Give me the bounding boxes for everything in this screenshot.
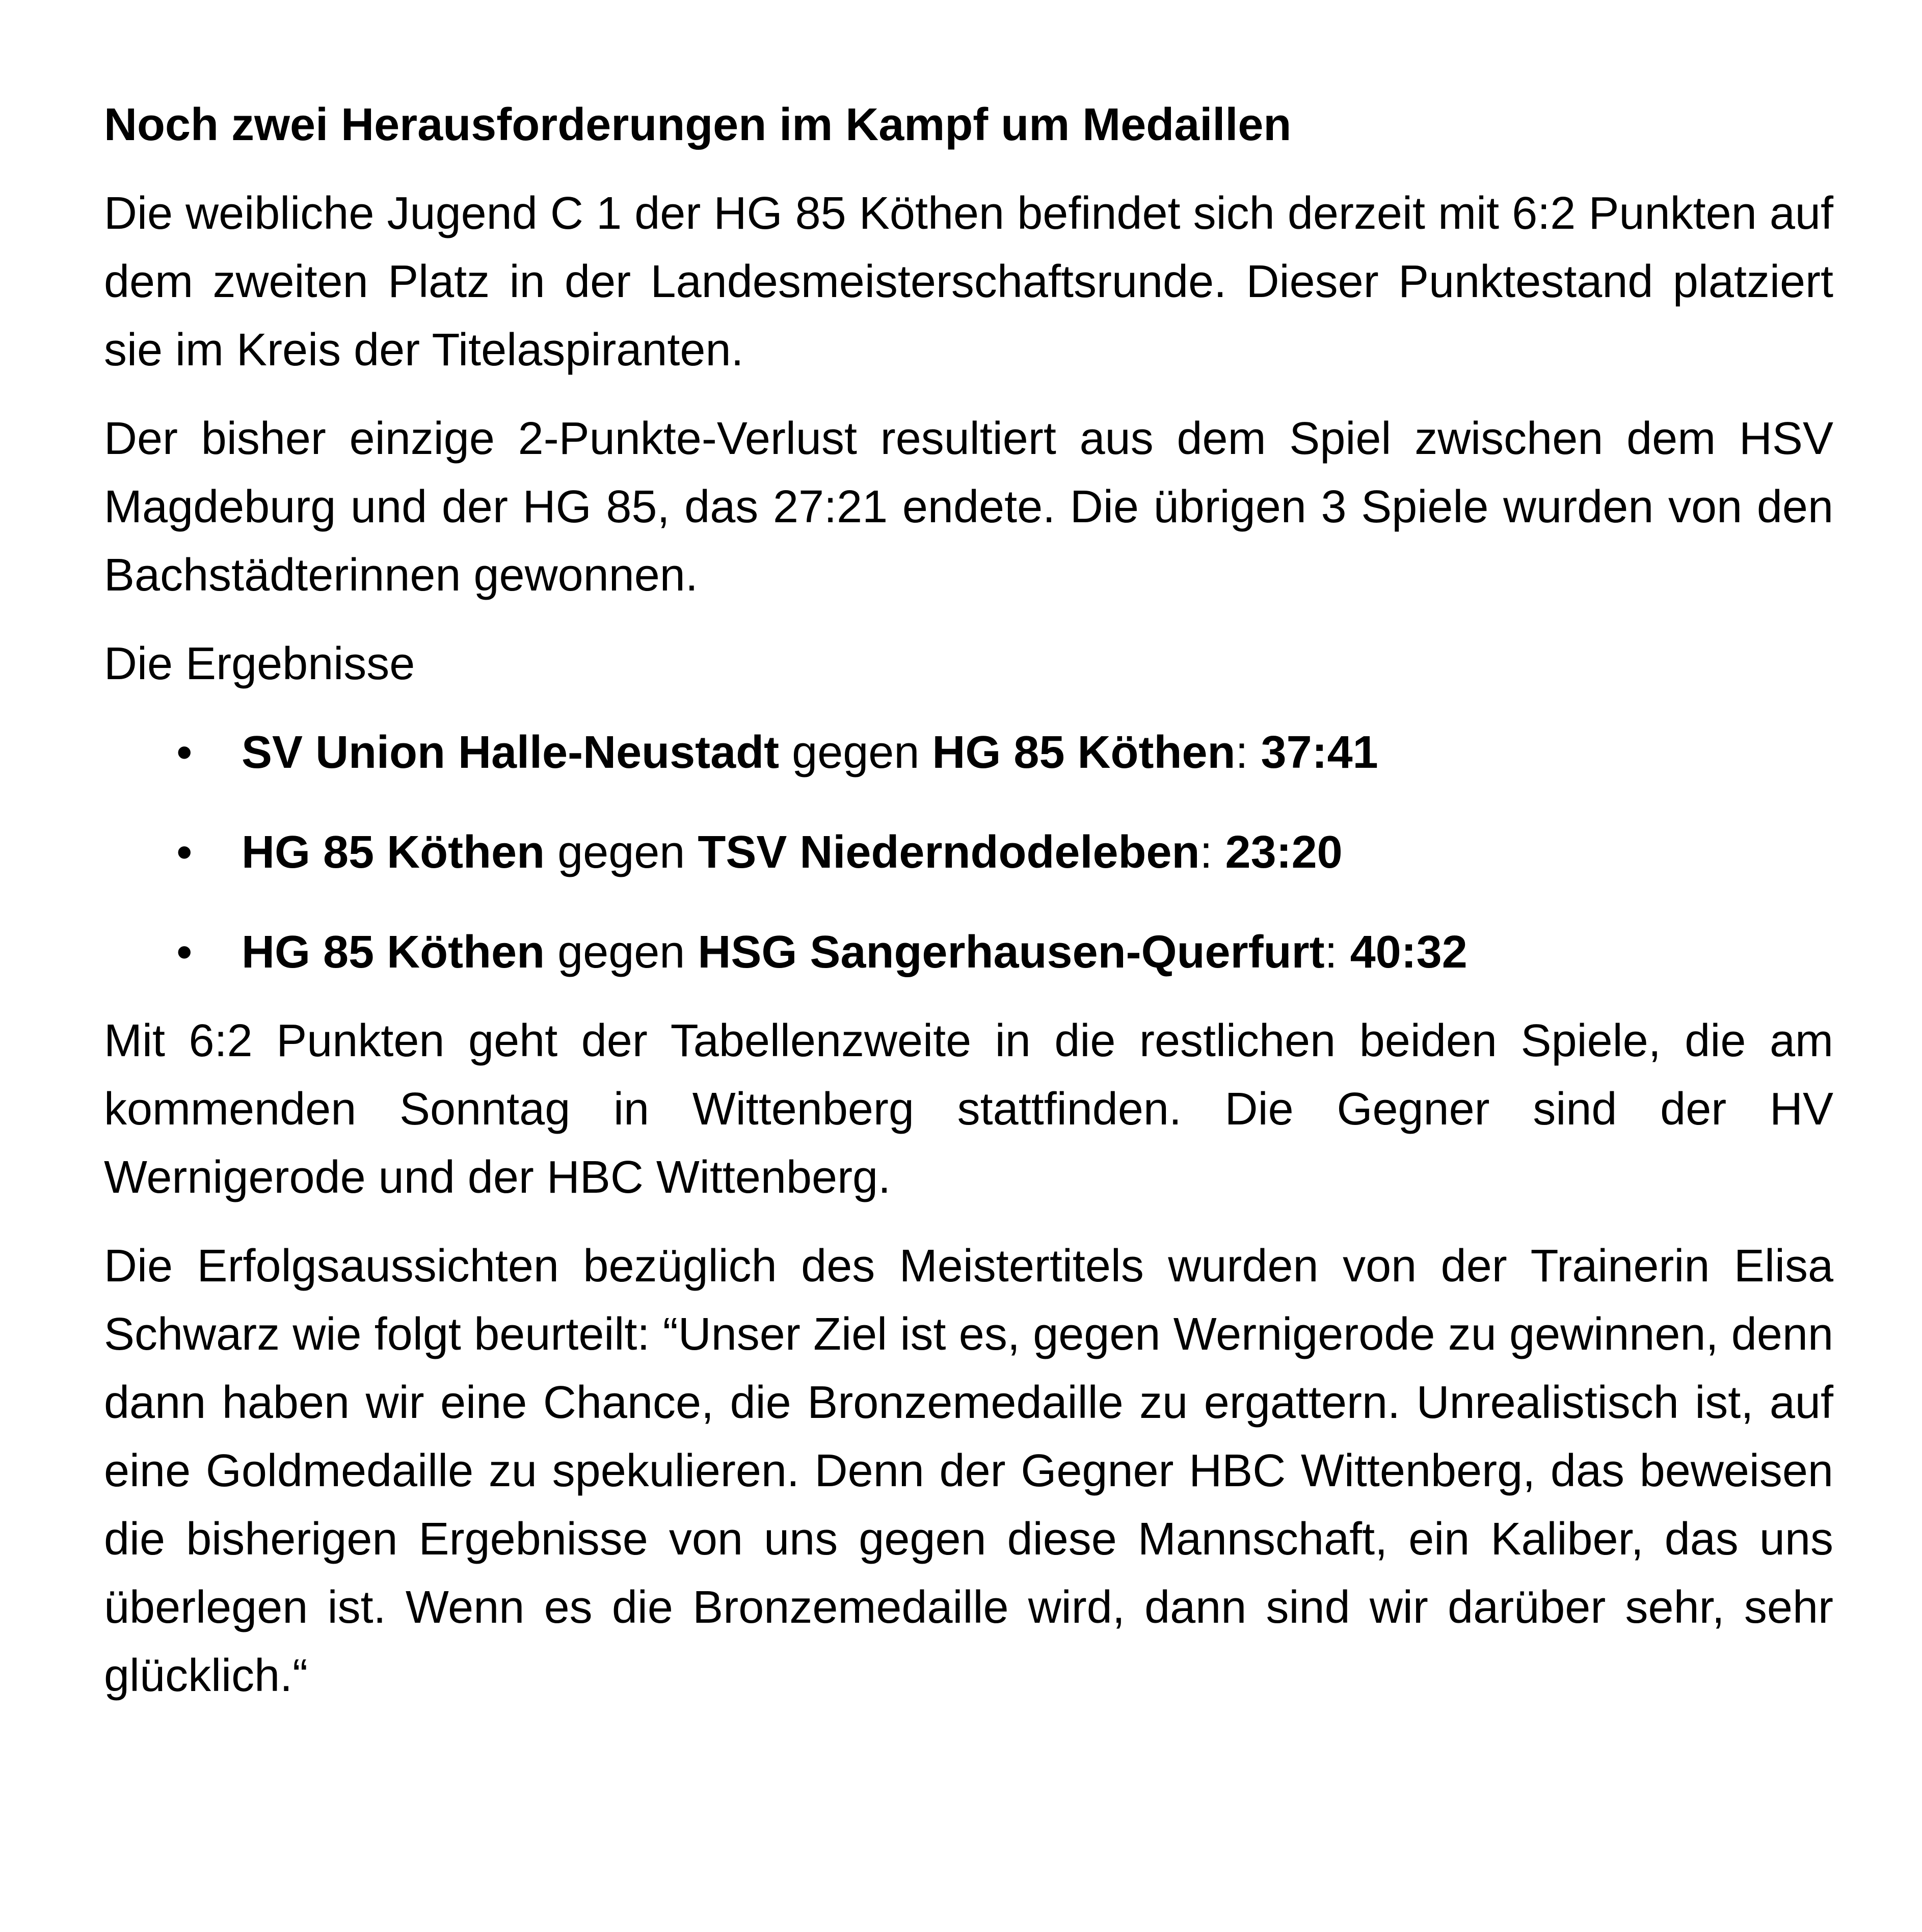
bullet-icon: • (176, 727, 193, 778)
results-label: Die Ergebnisse (104, 638, 415, 689)
versus-text: gegen (545, 927, 698, 978)
paragraph-loss: Der bisher einzige 2-Punkte-Verlust resultiert aus dem Spiel zwischen dem HSV Magdeburg und der HG 85, das 27:21 endete. Die übrigen 3 Spiele wurden von den Bachstädterinnen gewonnen. (104, 413, 1833, 601)
bullet-icon: • (176, 827, 193, 878)
score-separator: : (1324, 927, 1350, 978)
score: 40:32 (1350, 927, 1467, 978)
article (104, 91, 1833, 1730)
score: 23:20 (1225, 827, 1343, 878)
team-b: HG 85 Köthen (932, 727, 1236, 778)
bullet-icon: • (176, 927, 193, 978)
versus-text: gegen (779, 727, 932, 778)
list-item (104, 918, 1833, 986)
results-list (104, 718, 1833, 986)
team-b: HSG Sangerhausen-Querfurt (698, 927, 1325, 978)
team-a: HG 85 Köthen (242, 927, 545, 978)
score-separator: : (1235, 727, 1261, 778)
paragraph-coach-quote: Die Erfolgsaussichten bezüglich des Meistertitels wurden von der Trainerin Elisa Schwarz wie folgt beurteilt: “Unser Ziel ist es, gegen Wernigerode zu gewinnen, denn dann haben wir eine Chance, die Bronzemedaille zu ergattern. Unrealistisch ist, auf eine Goldmedaille zu spekulieren. Denn der Gegner HBC Wittenberg, das beweisen die bisherigen Ergebnisse von uns gegen diese Mannschaft, ein Kaliber, das uns überlegen ist. Wenn es die Bronzemedaille wird, dann sind wir darüber sehr, sehr glücklich.“ (104, 1241, 1833, 1701)
team-a: HG 85 Köthen (242, 827, 545, 878)
versus-text: gegen (545, 827, 698, 878)
list-item (104, 718, 1833, 787)
team-a: SV Union Halle-Neustadt (242, 727, 780, 778)
article-title: Noch zwei Herausforderungen im Kampf um Medaillen (104, 99, 1292, 150)
team-b: TSV Niederndodeleben (698, 827, 1200, 878)
list-item (104, 818, 1833, 887)
paragraph-remaining-games: Mit 6:2 Punkten geht der Tabellenzweite in die restlichen beiden Spiele, die am kommenden Sonntag in Wittenberg stattfinden. Die Gegner sind der HV Wernigerode und der HBC Wittenberg. (104, 1015, 1833, 1203)
score: 37:41 (1261, 727, 1378, 778)
paragraph-standings: Die weibliche Jugend C 1 der HG 85 Köthen befindet sich derzeit mit 6:2 Punkten auf dem zweiten Platz in der Landesmeisterschaftsrunde. Dieser Punktestand platziert sie im Kreis der Titelaspiranten. (104, 188, 1833, 375)
score-separator: : (1199, 827, 1225, 878)
